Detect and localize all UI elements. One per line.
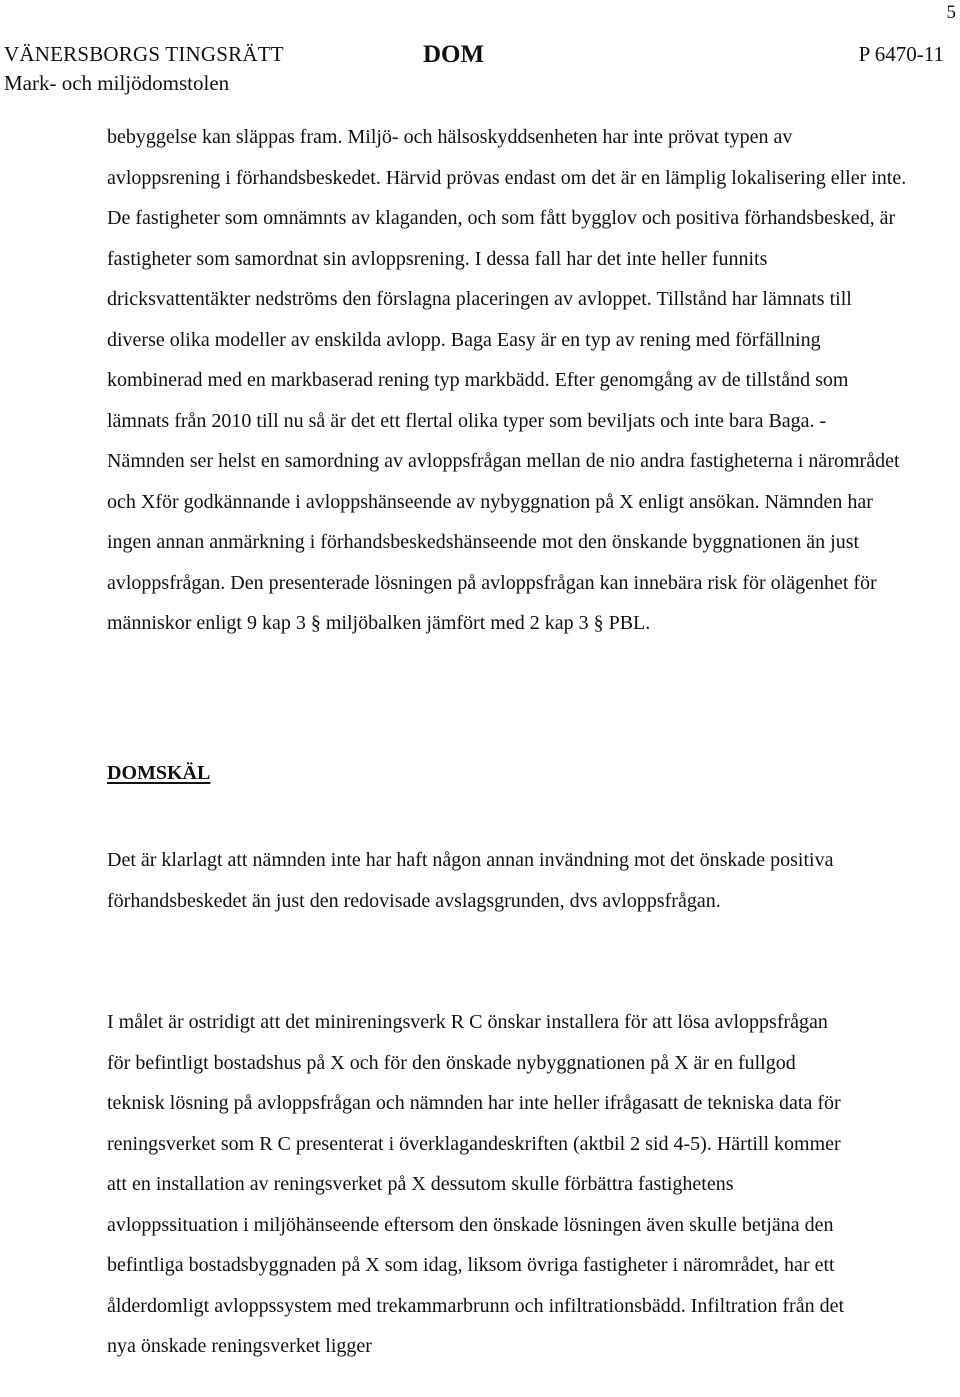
case-number: P 6470-11 [858,42,944,66]
court-division: Mark- och miljödomstolen [4,71,230,95]
page-number: 5 [946,2,956,23]
document-type: DOM [423,41,485,68]
court-name: VÄNERSBORGS TINGSRÄTT [4,42,284,66]
paragraph-reasons-2: I målet är ostridigt att det minireningsverk R C önskar installera för att lösa avloppsfrågan för befintligt bostadshus på X och för den önskade nybyggnationen på X är en fullgod teknisk lösning på avloppsfrågan och nämnden har inte heller ifrågasatt de tekniska data för reningsverket som R C presenterat i överklagandeskriften (aktbil 2 sid 4-5). Härtill kommer att en installation av reningsverket på X dessutom skulle förbättra fastighetens avloppssituation i miljöhänseende eftersom den önskade lösningen även skulle betjäna den befintliga bostadsbyggnaden på X som idag, liksom övriga fastigheter i närområdet, har ett ålderdomligt avloppssystem med trekammarbrunn och infiltrationsbädd. Infiltration från det nya önskade reningsverket ligger [107,1011,845,1357]
paragraph-agency-statement: bebyggelse kan släppas fram. Miljö- och hälsoskyddsenheten har inte prövat typen av avloppsrening i förhandsbeskedet. Härvid prövas endast om det är en lämplig lokalisering eller inte. De fastigheter som omnämnts av klaganden, och som fått bygglov och positiva förhandsbesked, är fastigheter som samordnat sin avloppsrening. I dessa fall har det inte heller funnits dricksvattentäkter nedströms den förslagna placeringen av avloppet. Tillstånd har lämnats till diverse olika modeller av enskilda avlopp. Baga Easy är en typ av rening med förfällning kombinerad med en markbaserad rening typ markbädd. Efter genomgång av de tillstånd som lämnats från 2010 till nu så är det ett flertal olika typer som beviljats och inte bara Baga. - Nämnden ser helst en samordning av avloppsfrågan mellan de nio andra fastigheterna i närområdet och Xför godkännande i avloppshänseende av nybyggnation på X enligt ansökan. Nämnden har ingen annan anmärkning i förhandsbeskedshänseende mot den önskande byggnationen än just avloppsfrågan. Den presenterade lösningen på avloppsfrågan kan innebära risk för olägenhet för människor enligt 9 kap 3 § miljöbalken jämfört med 2 kap 3 § PBL. [107,126,907,634]
section-heading-domskal: DOMSKÄL [107,762,211,784]
paragraph-reasons-1: Det är klarlagt att nämnden inte har haft någon annan invändning mot det önskade positiva förhandsbeskedet än just den redovisade avslagsgrunden, dvs avloppsfrågan. [107,849,834,912]
